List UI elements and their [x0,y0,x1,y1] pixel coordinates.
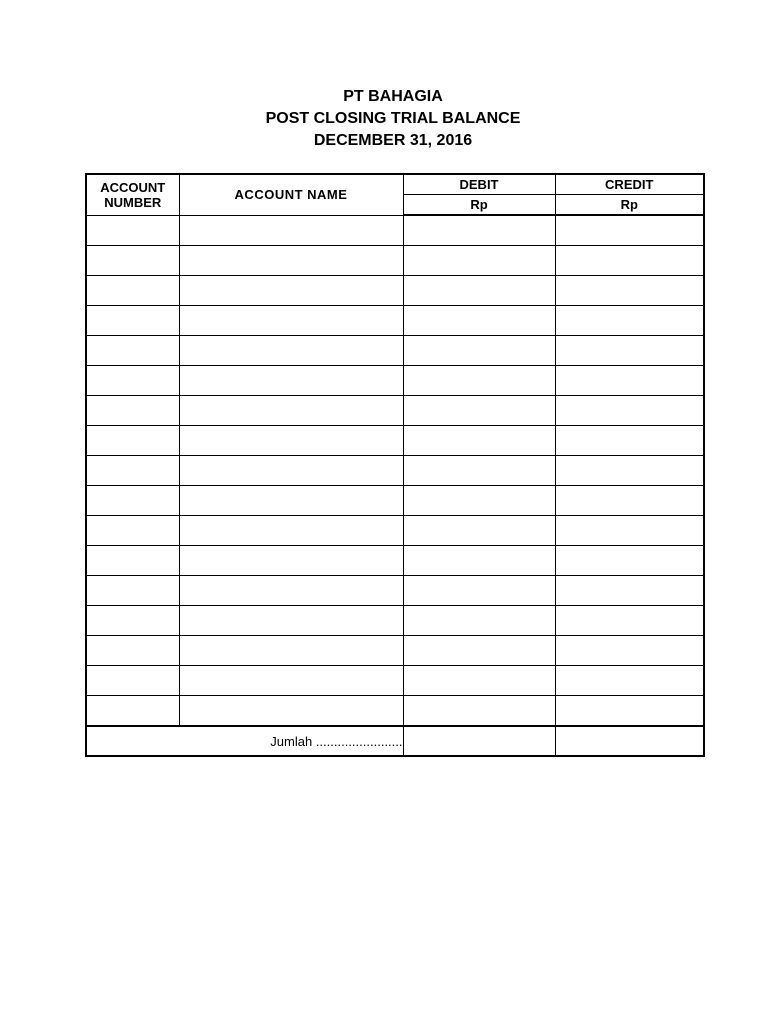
cell-debit [403,336,555,366]
cell-credit [555,456,704,486]
cell-credit [555,696,704,727]
cell-account-name [179,246,403,276]
cell-credit [555,576,704,606]
cell-account-number [86,636,179,666]
cell-debit [403,636,555,666]
cell-credit [555,546,704,576]
table-row [86,666,704,696]
trial-balance-table [85,173,705,757]
cell-credit [555,215,704,246]
cell-debit [403,456,555,486]
total-row [86,726,704,756]
cell-account-name [179,696,403,727]
header-account-number-line2: NUMBER [104,194,162,210]
cell-debit [403,486,555,516]
cell-account-number [86,276,179,306]
header-account-name: ACCOUNT NAME [179,174,403,215]
cell-account-number [86,456,179,486]
table-row [86,696,704,727]
table-row [86,516,704,546]
table-row [86,426,704,456]
cell-debit [403,396,555,426]
cell-account-name [179,486,403,516]
cell-account-number [86,215,179,246]
cell-account-name [179,426,403,456]
header-account-number [86,174,179,215]
cell-credit [555,516,704,546]
cell-credit [555,396,704,426]
cell-account-name [179,636,403,666]
cell-credit [555,336,704,366]
table-row [86,336,704,366]
header-debit: DEBIT [403,174,555,195]
cell-account-name [179,546,403,576]
cell-debit [403,516,555,546]
table-row [86,396,704,426]
cell-debit [403,696,555,727]
cell-account-name [179,516,403,546]
cell-account-name [179,396,403,426]
document-title: POST CLOSING TRIAL BALANCE [265,110,521,127]
cell-credit [555,486,704,516]
cell-account-number [86,396,179,426]
cell-account-name [179,306,403,336]
cell-account-number [86,666,179,696]
table-row [86,606,704,636]
cell-account-name [179,456,403,486]
cell-account-name [179,576,403,606]
cell-debit [403,366,555,396]
cell-debit [403,606,555,636]
cell-debit [403,666,555,696]
table-row [86,366,704,396]
cell-account-number [86,336,179,366]
document-heading [0,86,768,152]
cell-credit [555,426,704,456]
total-credit [555,726,704,756]
cell-account-name [179,606,403,636]
header-debit-currency: Rp [403,195,555,216]
cell-account-number [86,546,179,576]
cell-debit [403,426,555,456]
cell-account-number [86,306,179,336]
header-credit: CREDIT [555,174,704,195]
table-row [86,306,704,336]
table-row [86,486,704,516]
cell-account-number [86,246,179,276]
table-row [86,576,704,606]
company-name: PT BAHAGIA [343,88,443,105]
cell-account-name [179,215,403,246]
cell-debit [403,546,555,576]
cell-credit [555,606,704,636]
cell-debit [403,215,555,246]
cell-account-name [179,666,403,696]
header-credit-currency: Rp [555,195,704,216]
cell-credit [555,666,704,696]
cell-account-number [86,696,179,727]
cell-account-number [86,366,179,396]
table-row [86,456,704,486]
cell-account-name [179,336,403,366]
table-row [86,546,704,576]
cell-account-number [86,486,179,516]
cell-debit [403,576,555,606]
cell-account-number [86,606,179,636]
cell-credit [555,246,704,276]
cell-account-number [86,426,179,456]
cell-account-name [179,276,403,306]
table-body [86,215,704,756]
cell-credit [555,276,704,306]
cell-credit [555,306,704,336]
cell-account-number [86,516,179,546]
cell-credit [555,366,704,396]
cell-credit [555,636,704,666]
cell-account-number [86,576,179,606]
header-account-number-line1: ACCOUNT [100,179,166,195]
table-row [86,276,704,306]
total-debit [403,726,555,756]
total-label: Jumlah ........................ [86,726,403,756]
table-row [86,246,704,276]
table-row [86,215,704,246]
cell-debit [403,306,555,336]
document-date: DECEMBER 31, 2016 [313,132,473,149]
table-row [86,636,704,666]
cell-account-name [179,366,403,396]
cell-debit [403,246,555,276]
cell-debit [403,276,555,306]
